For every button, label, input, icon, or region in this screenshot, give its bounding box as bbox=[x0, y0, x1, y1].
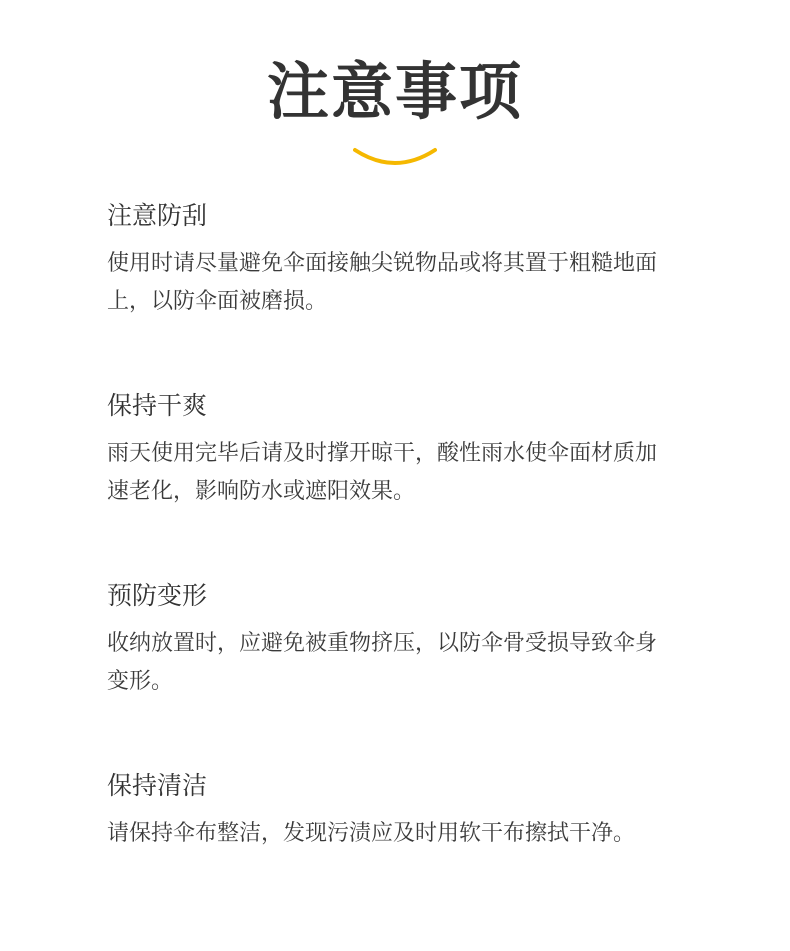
section-body: 使用时请尽量避免伞面接触尖锐物品或将其置于粗糙地面上，以防伞面被磨损。 bbox=[107, 251, 658, 314]
section-heading: 保持清洁 bbox=[107, 771, 208, 800]
section-keep-dry bbox=[107, 389, 687, 511]
page-title: 注意事项 bbox=[266, 55, 523, 128]
smile-curve-decoration bbox=[353, 146, 437, 172]
section-body: 请保持伞布整洁，发现污渍应及时用软干布擦拭干净。 bbox=[107, 821, 636, 846]
section-prevent-deformation bbox=[107, 579, 687, 701]
section-heading: 保持干爽 bbox=[107, 391, 208, 420]
section-scratch-prevention bbox=[107, 199, 687, 321]
section-body: 雨天使用完毕后请及时撑开晾干，酸性雨水使伞面材质加速老化，影响防水或遮阳效果。 bbox=[107, 441, 658, 504]
section-heading: 预防变形 bbox=[107, 581, 208, 610]
section-body: 收纳放置时，应避免被重物挤压，以防伞骨受损导致伞身变形。 bbox=[107, 631, 658, 694]
section-heading: 注意防刮 bbox=[107, 201, 208, 230]
section-keep-clean bbox=[107, 769, 687, 853]
